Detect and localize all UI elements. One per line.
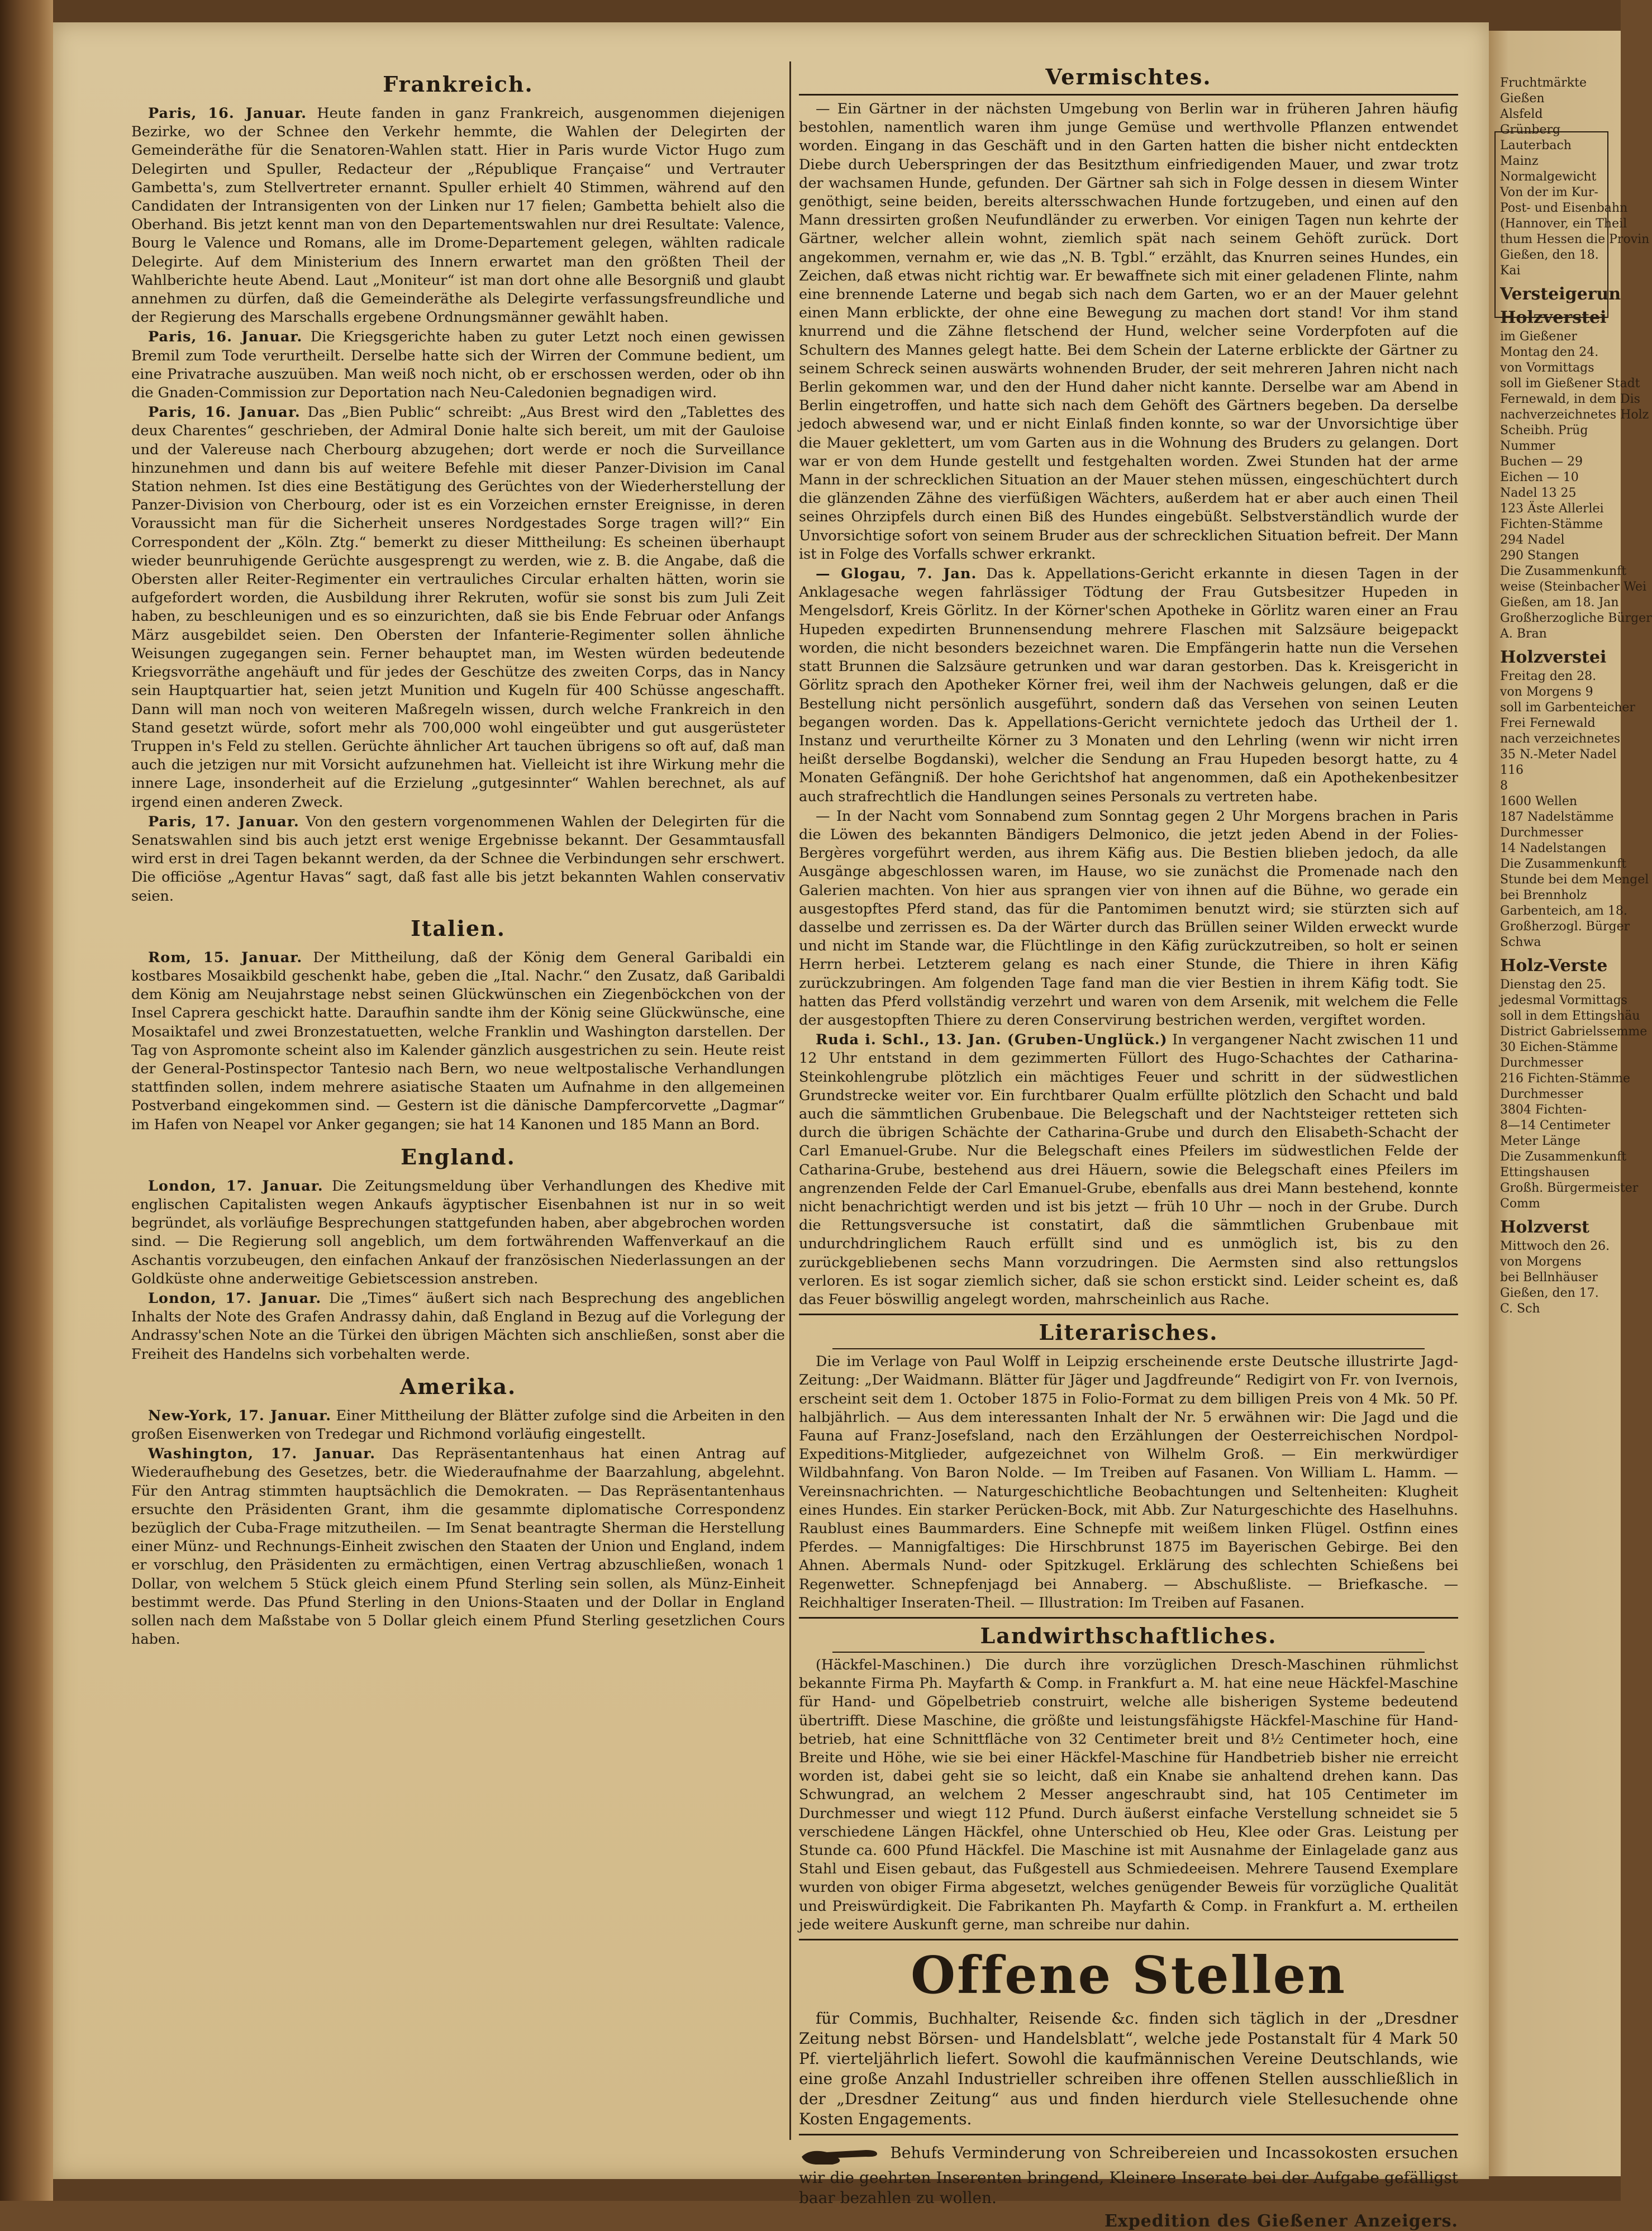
adjacent-page-text [1500, 75, 1652, 1317]
article [131, 328, 785, 402]
divider [832, 1652, 1425, 1653]
fragment-line: von Vormittags [1500, 361, 1594, 375]
fragment-line: Frei Fernewald [1500, 716, 1596, 730]
article [131, 949, 785, 1134]
fragment-line: nach verzeichnetes [1500, 732, 1621, 746]
column-rule [789, 61, 791, 2140]
fragment-line: thum Hessen die Provin [1500, 232, 1650, 246]
fragment-line: jedesmal Vormittags [1500, 993, 1627, 1007]
dateline: London, 17. Januar. [148, 1290, 322, 1307]
section-heading-england: England. [401, 1144, 516, 1169]
section-heading-literarisches: Literarisches. [1039, 1320, 1218, 1345]
fragment-line: Von der im Kur- [1500, 185, 1598, 199]
left-column [131, 61, 785, 2056]
fragment-line: C. Sch [1500, 1302, 1540, 1316]
fragment-line: Meter Länge [1500, 1134, 1580, 1148]
fragment-line: soll in dem Ettingshäu [1500, 1009, 1640, 1023]
fragment-line: 3804 Fichten- [1500, 1103, 1587, 1117]
fragment-line: weise (Steinbacher Wei [1500, 580, 1647, 594]
article: — In der Nacht vom Sonnabend zum Sonntag gegen 2 Uhr Morgens brachen in Paris die Löwen des bekannten Bändigers Delmonico, die jetzt jeden Abend in der Folies-Bergères vorgeführt werden, aus ihrem Käfig aus. Die Bestien blieben jedoch, da alle Ausgänge abgeschlossen waren, im Hause, wo sie zunächst die Promenade nach den Galerien machten. Von hier aus sprangen vier von ihnen auf die Bühne, wo gerade ein ausgestopftes Pferd stand, das für die Pantomimen benutzt wird; sie stürzten sich auf dasselbe und zerrissen es. Da der Wärter durch das Brüllen seiner Wilden erweckt wurde und nicht im Stande war, die Flüchtlinge in den Käfig zurückzutreiben, so holt er seinen Herrn herbei. Letzterem gelang es nach einer Stunde, die Thiere in ihren Käfig zurückzubringen. Am folgenden Tage fand man die vier Bestien in ihrem Käfig todt. Sie hatten das Pferd vollständig verzehrt und waren von dem Arsenik, mit welchem die Felle der ausgestopften Thiere zu deren Conservirung bestrichen werden, vergiftet worden. [799, 807, 1458, 1029]
article [799, 1031, 1458, 1309]
article-text: Von den gestern vorgenommenen Wahlen der Delegirten für die Senatswahlen sind bis auch jetzt erst wenige Ergebnisse bekannt. Der Gesammtausfall wird erst in drei Tagen bekannt werden, da der Schnee die Verbindungen sehr erschwert. Die officiöse „Agentur Havas“ sagt, daß fast alle bis jetzt bekannten Wahlen conservativ seien. [131, 813, 785, 905]
article-text: Die Zeitungsmeldung über Verhandlungen des Khedive mit englischen Capitalisten wegen Ankaufs ägyptischer Eisenbahnen ist nur in so weit begründet, als vorläufige Besprechungen stattgefunden haben, aber abgebrochen worden sind. — Die Regierung soll angeblich, um dem fortwährenden Waffenverkauf an die Aschantis vorzubeugen, den einfachen Ankauf der französischen Niederlassungen an der Goldküste ohne anderweitige Gebietscession anstreben. [131, 1177, 785, 1287]
divider [832, 1348, 1425, 1349]
fragment-line: Fichten-Stämme [1500, 517, 1603, 531]
fragment-line: 8 [1500, 779, 1508, 793]
fragment-line: Scheibh. Prüg [1500, 424, 1588, 437]
middle-column [799, 64, 1459, 2231]
fragment-line: Nummer [1500, 439, 1555, 453]
fragment-line: von Morgens [1500, 1255, 1582, 1269]
divider [799, 1314, 1458, 1315]
advert-text: für Commis, Buchhalter, Reisende &c. finden sich täglich in der „Dresdner Zeitung nebst Börsen- und Handelsblatt“, welche jede Postanstalt für 4 Mark 50 Pf. vierteljährlich liefert. Sowohl die kaufmännischen Vereine Deutschlands, wie eine große Anzahl Industrieller schreiben ihre offenen Stellen ausschließlich in der „Dresdner Zeitung“ aus und finden hierdurch viele Stellesuchende ohne Kosten Engagements. [799, 2009, 1458, 2129]
fragment-line: Freitag den 28. [1500, 669, 1597, 683]
fragment-line: soll im Gießener Stadt [1500, 377, 1640, 391]
fragment-line: Fruchtmärkte [1500, 76, 1587, 90]
fragment-line: Lauterbach [1500, 139, 1572, 153]
article: Die im Verlage von Paul Wolff in Leipzig erscheinende erste Deutsche illustrirte Jagd-Zeitung: „Der Waidmann. Blätter für Jäger und Jagdfreunde“ Redigirt von Fr. von Ivernois, erscheint seit dem 1. October 1875 in Folio-Format zu dem billigen Preis von 4 Mk. 50 Pf. halbjährlich. — Aus dem interessanten Inhalt der Nr. 5 erwähnen wir: Die Jagd und die Fauna auf Franz-Josefsland, nach den Erzählungen der Oesterreichischen Nordpol-Expeditions-Mitglieder, aufgezeichnet von Wilhelm Groß. — Ein merkwürdiger Wildbahnfang. Von Baron Nolde. — Im Treiben auf Fasanen. Von William L. Hamm. — Vereinsnachrichten. — Naturgeschichtliche Beobachtungen und Seltenheiten: Klugheit eines Hundes. Ein starker Perücken-Bock, mit Abb. Zur Naturgeschichte des Haselhuhns. Raublust eines Baummarders. Eine Schnepfe mit weißem linken Flügel. Ostfinn eines Pferdes. — Mannigfaltiges: Die Hirschbrunst 1875 im Bayerischen Gebirge. Bei den Ahnen. Abermals Nund- oder Spitzkugel. Erklärung des schlechten Schießens bei Regenwetter. Schnepfenjagd bei Annaberg. — Abschußliste. — Briefkasche. — Reichhaltiger Inseraten-Theil. — Illustration: Im Treiben auf Fasanen. [799, 1353, 1458, 1611]
fragment-line: Holzverstei [1500, 308, 1607, 327]
dateline: — Glogau, 7. Jan. [816, 565, 977, 583]
fragment-line: Durchmesser [1500, 1087, 1583, 1101]
fragment-line: Montag den 24. [1500, 345, 1599, 359]
fragment-line: Mainz [1500, 154, 1539, 168]
advert-heading: Offene Stellen [910, 1945, 1347, 2006]
dateline: Paris, 16. Januar. [148, 329, 303, 346]
fragment-line: Holzverst [1500, 1217, 1589, 1237]
fragment-line: 8—14 Centimeter [1500, 1119, 1611, 1133]
fragment-line: von Morgens 9 [1500, 685, 1593, 699]
fragment-line: Alsfeld [1500, 107, 1543, 121]
article [131, 1445, 785, 1649]
fragment-line: Die Zusammenkunft [1500, 857, 1627, 871]
fragment-line: 290 Stangen [1500, 549, 1579, 563]
dateline: London, 17. Januar. [148, 1177, 323, 1195]
fragment-line: Stunde bei dem Mengel [1500, 873, 1649, 887]
fragment-line: Großh. Bürgermeister [1500, 1181, 1639, 1195]
fragment-line: Schwa [1500, 935, 1541, 949]
article: (Häckfel-Maschinen.) Die durch ihre vorzüglichen Dresch-Maschinen rühmlichst bekannte Firma Ph. Mayfarth & Comp. in Frankfurt a. M. hat eine neue Häckfel-Maschine für Hand- und Göpelbetrieb construirt, welche alle bisherigen Systeme bedeutend übertrifft. Diese Maschine, die größte und leistungsfähigste Häckfel-Maschine für Hand-betrieb, hat eine Schnittfläche von 32 Centimeter breit und 8½ Centimeter hoch, eine Breite und Höhe, wie sie bei einer Häckfel-Maschine für Handbetrieb bisher nie erreicht worden ist, dabei geht sie so leicht, daß ein Knabe sie anhaltend drehen kann. Das Schwungrad, an welchem 2 Messer angeschraubt sind, hat 105 Centimeter im Durchmesser und wiegt 112 Pfund. Durch äußerst einfache Verstellung schneidet sie 5 verschiedene Längen Häckfel, ohne Unterschied ob Heu, Klee oder Gras. Leistung per Stunde ca. 600 Pfund Häckfel. Die Maschine ist mit Ausnahme der Einlagelade ganz aus Stahl und Eisen gebaut, das Fußgestell aus Schmiedeeisen. Mehrere Tausend Exemplare wurden von obiger Firma abgesetzt, welches genügender Beweis für vorzügliche Qualität und Preiswürdigkeit. Die Fabrikanten Ph. Mayfarth & Comp. in Frankfurt a. M. ertheilen jede weitere Auskunft gerne, man schreibe nur dahin. [799, 1657, 1458, 1933]
fragment-line: 123 Äste Allerlei [1500, 502, 1604, 516]
section-heading-amerika: Amerika. [399, 1373, 517, 1399]
fragment-line: Garbenteich, am 18. [1500, 904, 1627, 918]
fragment-line: Die Zusammenkunft [1500, 564, 1627, 578]
fragment-line: 294 Nadel [1500, 533, 1565, 547]
fragment-line: Post- und Eisenbahn [1500, 201, 1628, 215]
dateline: Paris, 16. Januar. [148, 404, 301, 421]
article-text: Das k. Appellations-Gericht erkannte in diesen Tagen in der Anklagesache wegen fahrlässiger Tödtung der Frau Gutsbesitzer Hupeden in Mengelsdorf, Kreis Görlitz. In der Körner'schen Apotheke in Görlitz waren einer an Frau Hupeden expedirten Brunnensendung mehrere Flaschen mit Salzsäure beigepackt worden, die nicht besonders bezeichnet waren. Die Empfängerin hatte nun die Versehen statt Brunnen die Salzsäure getrunken und war daran gestorben. Das k. Kreisgericht in Görlitz sprach den Apotheker Körner frei, weil ihm der Nachweis gelungen, daß er die Bestellung nicht persönlich ausgeführt, sondern daß das Versehen von seinen Leuten begangen worden. Das k. Appellations-Gericht vernichtete jedoch das Urtheil der 1. Instanz und verurtheilte Körner zu 3 Monaten und den Lehrling (wenn wir nicht irren heißt derselbe Bogdanski), welcher die Sendung an Frau Hupeden besorgt hatte, zu 4 Monaten Gefängniß. Der hohe Gerichtshof hat angenommen, daß ein Apothekenbesitzer auch strafrechtlich die Handlungen seines Personals zu vertreten habe. [799, 565, 1459, 805]
section-heading-italien: Italien. [411, 915, 506, 941]
fragment-line: District Gabrielssemme [1500, 1025, 1648, 1039]
fragment-line: Holz-Verste [1500, 956, 1608, 976]
fragment-line: Gießen, am 18. Jan [1500, 596, 1619, 610]
fragment-line: Großherzogliche Bürger [1500, 611, 1652, 625]
dateline: New-York, 17. Januar. [148, 1407, 332, 1424]
fragment-line: Durchmesser [1500, 1056, 1583, 1070]
article [131, 104, 785, 327]
divider [799, 1939, 1458, 1940]
fragment-line: Großherzogl. Bürger [1500, 920, 1630, 934]
section-heading-vermischtes: Vermischtes. [1045, 64, 1212, 89]
article [131, 813, 785, 906]
article-text: Das „Bien Public“ schreibt: „Aus Brest wird den „Tablettes des deux Charentes“ geschrieben, der Admiral Donie halte sich bereit, um mit der Gauloise und der Valereuse nach Cherbourg abzugehen; dort werde er noch die Surveillance hinzunehmen und dann bis auf weitere Befehle mit dieser Panzer-Division im Canal Station nehmen. Ist dies eine Bestätigung des Gerüchtes von der Wiederherstellung der Panzer-Division von Cherbourg, oder ist es ein Vorzeichen ernster Ereignisse, in deren Voraussicht man für die Sicherheit unseres Nordgestades Sorge tragen will?“ Ein Correspondent der „Köln. Ztg.“ bemerkt zu dieser Mittheilung: Es scheinen überhaupt wieder beunruhigende Gerüchte ausgesprengt zu werden, wie z. B. die Angabe, daß die Obersten aller Reiter-Regimenter ein vertrauliches Circular erhalten hätten, worin sie aufgefordert worden, die Ausbildung ihrer Rekruten, wofür sie sonst bis zum Juli Zeit haben, zu beschleunigen und es so einzurichten, daß sie bis Ende Februar oder Anfangs März ausgebildet seien. Den Obersten der Infanterie-Regimenter sollen ähnliche Weisungen zugegangen sein. Ferner behauptet man, im Westen würden bedeutende Kriegsvorräthe angehäuft und für jedes der Geschütze des zweiten Corps, das in Nancy sein Hauptquartier hat, seien jetzt Munition und Kugeln für 400 Schüsse angeschafft. Dann will man noch von weiteren Maßregeln wissen, durch welche Frankreich in den Stand gesetzt würde, sofort mehr als 700,000 wohl eingeübter und gut ausgerüsteter Truppen in's Feld zu stellen. Gerüchte ähnlicher Art tauchen übrigens so oft auf, daß man auch die jetzigen nur mit Vorsicht aufzunehmen hat. Vielleicht ist ihre Wirkung mehr die innere Lage, insonderheit auf die Erzielung „gutgesinnter“ Wahlen berechnet, als auf irgend einen anderen Zweck. [131, 404, 785, 811]
fragment-line: Buchen — 29 [1500, 455, 1583, 469]
fragment-line: Ettingshausen [1500, 1166, 1590, 1179]
adjacent-page-fragment [1489, 31, 1652, 2176]
fragment-line: (Hannover, ein Theil [1500, 217, 1627, 231]
article [131, 1290, 785, 1364]
fragment-line: 216 Fichten-Stämme [1500, 1072, 1631, 1086]
dateline: Ruda i. Schl., 13. Jan. (Gruben-Unglück.) [816, 1031, 1168, 1049]
fragment-line: 1600 Wellen [1500, 795, 1578, 808]
divider [799, 94, 1458, 96]
dateline: Washington, 17. Januar. [148, 1445, 376, 1463]
fragment-line: bei Bellnhäuser [1500, 1271, 1598, 1285]
fragment-line: Die Zusammenkunft [1500, 1150, 1627, 1164]
article [131, 403, 785, 811]
article-text: Das Repräsentantenhaus hat einen Antrag auf Wiederaufhebung des Gesetzes, betr. die Wiederaufnahme der Baarzahlung, abgelehnt. Für den Antrag stimmten hauptsächlich die Demokraten. — Das Repräsentantenhaus ersuchte den Präsidenten Grant, ihm die gesammte diplomatische Correspondenz bezüglich der Cuba-Frage mitzutheilen. — Im Senat beantragte Sherman die Herstellung einer Münz- und Rechnungs-Einheit zwischen den Staaten der Union und England, indem er vorschlug, den Präsidenten zu ermächtigen, einen Vertrag abzuschließen, wonach 1 Dollar, von welchem 5 Stück gleich einem Pfund Sterling sein sollen, als Münz-Einheit bestimmt werde. Das Pfund Sterling in den Unions-Staaten und der Dollar in England sollen nach dem Maßstabe von 5 Dollar gleich einem Pfund Sterling gesetzlichen Cours haben. [131, 1445, 785, 1648]
fragment-line: Fernewald, in dem Dis [1500, 392, 1640, 406]
publisher-signature: Expedition des Gießener Anzeigers. [1104, 2211, 1458, 2231]
article [131, 1407, 785, 1444]
article-text: Die „Times“ äußert sich nach Besprechung des angeblichen Inhalts der Note des Grafen Andrassy dahin, daß England in Bezug auf die Vorlegung der Andrassy'schen Note an die Türkei den übrigen Mächten sich anschließen, sonst aber die Freiheit des Handelns sich vorbehalten werde. [131, 1290, 785, 1363]
fragment-line: Versteigerun [1500, 284, 1621, 304]
section-heading-frankreich: Frankreich. [383, 72, 534, 97]
book-binding [0, 0, 53, 2201]
fragment-line: Grünberg [1500, 123, 1561, 137]
notice-text: Behufs Verminderung von Schreibereien und Incassokosten ersuchen wir die geehrten Inserenten bringend, Kleinere Inserate bei der Aufgabe gefälligst baar bezahlen zu wollen. [799, 2143, 1458, 2208]
fragment-line: Gießen [1500, 92, 1545, 106]
fragment-line: Gießen, den 18. [1500, 248, 1599, 262]
dateline: Rom, 15. Januar. [148, 949, 303, 966]
article-text: Die Kriegsgerichte haben zu guter Letzt noch einen gewissen Bremil zum Tode verurtheilt. Derselbe hatte sich der Wirren der Commune bedient, um eine Privatrache auszuüben. Man weiß noch nicht, ob er erschossen werden, oder ob ihn die Gnaden-Commission zur Deportation nach Neu-Caledonien begnadigen wird. [131, 329, 785, 402]
fragment-line: 30 Eichen-Stämme [1500, 1040, 1618, 1054]
fragment-line: Kai [1500, 264, 1521, 278]
fragment-line: Holzverstei [1500, 648, 1607, 667]
fragment-line: soll im Garbenteicher [1500, 701, 1635, 715]
article-text: Heute fanden in ganz Frankreich, ausgenommen diejenigen Bezirke, wo der Schnee den Verkehr hemmte, die Wahlen der Delegirten der Gemeinderäthe für die Senatoren-Wahlen statt. Hier in Paris wurde Victor Hugo zum Delegirten und Spuller, Redacteur der „République Française“ und Vertrauter Gambetta's, zum Stellvertreter ernannt. Spuller erhielt 40 Stimmen, während auf den Candidaten der Intransigenten von der Linken nur 17 fielen; Gambetta behielt also die Oberhand. Bis jetzt kennt man von den Departementswahlen nur drei Resultate: Valence, Bourg le Valence und Romans, alle im Drome-Departement gelegen, wählten radicale Delegirte. Auf dem Ministerium des Innern erwartet man den größten Theil der Wahlberichte heute Abend. Laut „Moniteur“ ist man dort ohne alle Besorgniß und glaubt annehmen zu dürfen, daß die Gemeinderäthe als Delegirte verfassungsfreundliche und der Regierung des Marschalls ergebene Ordnungsmänner gewählt haben. [131, 105, 785, 326]
fragment-line: Eichen — 10 [1500, 470, 1579, 484]
fragment-line: Normalgewicht [1500, 170, 1597, 184]
fragment-line: 187 Nadelstämme [1500, 810, 1614, 824]
fragment-line: Durchmesser [1500, 826, 1583, 840]
article [131, 1177, 785, 1288]
fragment-line: nachverzeichnetes Holz [1500, 408, 1649, 422]
article: — Ein Gärtner in der nächsten Umgebung von Berlin war in früheren Jahren häufig bestohlen, namentlich waren ihm junge Gemüse und werthvolle Pflanzen entwendet worden. Eingang in das Geschäft und in den Garten hatten die bisher nicht entdeckten Diebe durch Ueberspringen der das Besitzthum einfriedigenden Mauer, und zwar trotz der wachsamen Hunde, gefunden. Der Gärtner sah sich in Folge dessen in diesem Winter genöthigt, seine beiden, bereits altersschwachen Hunde fortzugeben, und einen auf den Mann dressirten großen Neufundländer zu erwerben. Vor einigen Tagen nun kehrte der Gärtner, welcher allein wohnt, ziemlich spät nach seinem Gehöft zurück. Dort angekommen, vernahm er, wie das „N. B. Tgbl.“ erzählt, das Knurren seines Hundes, ein Zeichen, daß etwas nicht richtig war. Er bewaffnete sich mit einer geladenen Flinte, nahm eine brennende Laterne und begab sich nach dem Garten, wo er an der Mauer gelehnt einen Mann erblickte, der ohne eine Bewegung zu machen dort stand! Vor ihm stand knurrend und die Zähne fletschend der Hund, welcher seine Vorderpfoten auf die Schultern des Mannes gelegt hatte. Bei dem Schein der Laterne erblickte der Gärtner zu seinem Schreck seinen auswärts wohnenden Bruder, der seit mehreren Jahren nicht nach Berlin gekommen war, und den der Hund daher nicht kannte. Derselbe war am Abend in Berlin eingetroffen, und hatte sich nach dem Gehöft des Gärtners begeben. Da derselbe jedoch abwesend war, und er nicht Einlaß finden konnte, so war der Unvorsichtige über die Mauer geklettert, um vom Garten aus in die Wohnung des Bruders zu gelangen. Dort war er von dem Hunde gestellt und festgehalten worden. Zwei Stunden hat der arme Mann in der schrecklichen Situation an der Mauer stehen müssen, eingeschüchtert durch die glänzenden Zähne des vierfüßigen Wächters, außerdem hat er aber auch einen Theil seines Ohrzipfels durch einen Biß des Hundes eingebüßt. Selbstverständlich wurde der Unvorsichtige sofort von seinem Bruder aus der schrecklichen Situation befreit. Der Mann ist in Folge des Vorfalls schwer erkrankt. [799, 101, 1458, 563]
fragment-line: Mittwoch den 26. [1500, 1239, 1610, 1253]
article [799, 565, 1458, 806]
article-text: Einer Mittheilung der Blätter zufolge sind die Arbeiten in den großen Eisenwerken von Tredegar und Richmond vorläufig eingestellt. [131, 1407, 785, 1443]
dateline: Paris, 17. Januar. [148, 813, 299, 830]
notice [799, 2140, 1458, 2208]
fragment-line: 14 Nadelstangen [1500, 841, 1607, 855]
divider [799, 1617, 1458, 1619]
article-text: In vergangener Nacht zwischen 11 und 12 Uhr entstand in dem gezimmerten Füllort des Hugo-Schachtes der Catharina-Steinkohlengrube plötzlich ein mächtiges Feuer und schritt in der südwestlichen Grundstrecke weiter vor. Ein furchtbarer Qualm erfüllte plötzlich den Schacht und bald auch die sämmtlichen Grubenbaue. Die Belegschaft und der Nachtsteiger retteten sich durch die übrigen Schächte der Catharina-Grube und durch den Elisabeth-Schacht der Carl Emanuel-Grube. Nur die Belegschaft eines Pfeilers im südwestlichen Felde der Catharina-Grube, bestehend aus drei Häuern, sowie die Belegschaft eines Pfeilers im angrenzenden Felde der Carl Emanuel-Grube, ebenfalls aus drei Mann bestehend, konnte nicht benachrichtigt werden und ist bis jetzt — früh 10 Uhr — noch in der Grube. Durch die Rettungsversuche ist constatirt, daß die sämmtlichen Grubenbaue mit undurchdringlichem Rauch erfüllt sind und es unmöglich ist, bis zu den zurückgebliebenen sechs Mann vorzudringen. Die Aermsten sind also rettungslos verloren. Es ist sogar ziemlich sicher, daß sie schon erstickt sind. Leider scheint es, daß das Feuer böswillig angelegt worden, mahrscheinlich aus Rache. [799, 1031, 1459, 1308]
article-text: Der Mittheilung, daß der König dem General Garibaldi ein kostbares Mosaikbild geschenkt habe, geben die „Ital. Nachr.“ den Zusatz, daß Garibaldi dem König am Neujahrstage nebst seinen Glückwünschen ein Ziegenböckchen von der Insel Caprera geschickt hatte. Daraufhin sandte ihm der König seine Glückwünsche, eine Mosaiktafel und zwei Bronzestatuetten, welche Franklin und Washington darstellen. Der Tag von Aspromonte scheint also im Kalender gänzlich ausgestrichen zu sein. Heute reist der General-Postinspector Tantesio nach Bern, wo neue weltpostalische Verhandlungen stattfinden sollen, indem mehrere asiatische Staaten um Aufnahme in den allgemeinen Postverband eingekommen sind. — Gestern ist die dänische Dampfercorvette „Dagmar“ im Hafen von Neapel vor Anker gegangen; sie hat 14 Kanonen und 185 Mann an Bord. [131, 949, 785, 1133]
pointing-hand-icon [799, 2140, 883, 2168]
fragment-line: im Gießener [1500, 330, 1577, 344]
section-heading-landwirthschaftliches: Landwirthschaftliches. [980, 1623, 1277, 1649]
fragment-line: 116 [1500, 763, 1524, 777]
fragment-line: Comm [1500, 1197, 1540, 1211]
fragment-line: Gießen, den 17. [1500, 1286, 1599, 1300]
dateline: Paris, 16. Januar. [148, 105, 307, 122]
fragment-line: 35 N.-Meter Nadel [1500, 748, 1617, 762]
fragment-line: bei Brennholz [1500, 888, 1587, 902]
fragment-line: A. Bran [1500, 627, 1547, 641]
divider [799, 2134, 1458, 2135]
fragment-line: Nadel 13 25 [1500, 486, 1577, 500]
fragment-line: Dienstag den 25. [1500, 978, 1606, 992]
